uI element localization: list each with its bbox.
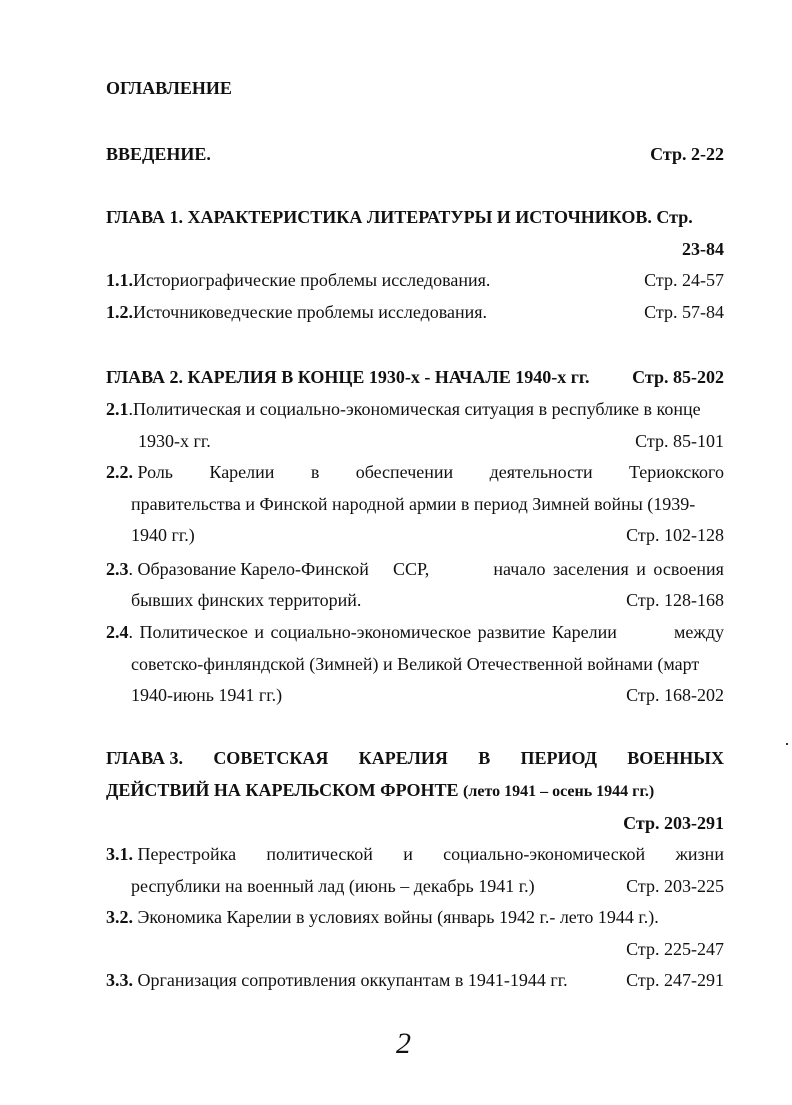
- section-2-3: [106, 557, 724, 581]
- section-text: 1930-х гг.: [138, 431, 211, 451]
- section-word: Карело-Финской: [240, 559, 369, 579]
- section-pages: Стр. 102-128: [626, 525, 724, 545]
- section-pages: Стр. 24-57: [644, 270, 724, 290]
- chapter3-title-text: ДЕЙСТВИЙ НА КАРЕЛЬСКОМ ФРОНТЕ: [106, 780, 459, 800]
- chapter2-pages: Стр. 85-202: [632, 367, 724, 387]
- section-word: ССР,: [393, 559, 430, 579]
- section-text: .Политическая и социально-экономическая ситуация в республике в конце: [128, 399, 701, 419]
- section-2-2-cont2: [131, 523, 724, 547]
- section-pages: Стр. 203-225: [626, 876, 724, 896]
- section-3-1-cont: [131, 874, 724, 898]
- section-word: начало заселения и освоения: [493, 559, 724, 579]
- section-number: 1.1.: [106, 270, 133, 290]
- section-2-3-cont: [131, 588, 724, 612]
- intro-pages: Стр. 2-22: [650, 144, 724, 164]
- title-word: ГЛАВА 3.: [106, 748, 184, 768]
- section-2-2-cont: правительства и Финской народной армии в период Зимней войны (1939-: [131, 494, 696, 514]
- section-text: Источниковедческие проблемы исследования.: [133, 302, 488, 322]
- section-2-4-cont2: [131, 683, 724, 707]
- section-word: деятельности: [489, 462, 593, 482]
- section-number: 3.1.: [106, 844, 133, 864]
- section-2-1-cont: [131, 429, 724, 453]
- section-pages: Стр. 247-291: [626, 970, 724, 990]
- section-word: Карелии: [209, 462, 275, 482]
- section-text: 1940-июнь 1941 гг.): [131, 685, 283, 705]
- section-number: 2.3: [106, 559, 129, 579]
- chapter3-title-line1: [106, 746, 724, 770]
- section-pages: Стр. 128-168: [626, 590, 724, 610]
- section-pages: Стр. 225-247: [626, 939, 724, 959]
- section-number: 1.2.: [106, 302, 133, 322]
- section-pages: Стр. 85-101: [635, 431, 724, 451]
- chapter3-title-line2: [106, 778, 724, 804]
- section-3-1: [106, 842, 724, 866]
- title-word: КАРЕЛИЯ: [358, 748, 448, 768]
- section-word: и: [403, 844, 413, 864]
- section-word: . Политическое и социально-экономическое развитие Карелии: [128, 622, 617, 642]
- section-word: Териокского: [629, 462, 724, 482]
- chapter2-title: ГЛАВА 2. КАРЕЛИЯ В КОНЦЕ 1930-х - НАЧАЛЕ 1940-х гг.: [106, 367, 590, 387]
- section-text: Историографические проблемы исследования.: [133, 270, 491, 290]
- section-1-2: [106, 300, 724, 324]
- section-3-2: [106, 905, 724, 929]
- chapter1-pages: 23-84: [682, 239, 724, 259]
- section-text: республики на военный лад (июнь – декабрь 1941 г.): [131, 876, 535, 896]
- section-number: 3.3.: [106, 970, 133, 990]
- section-2-1: [106, 397, 724, 421]
- scan-speck: [786, 743, 788, 745]
- section-text: Организация сопротивления оккупантам в 1941-1944 гг.: [137, 970, 568, 990]
- section-2-4-cont: советско-финляндской (Зимней) и Великой Отечественной войнами (март: [131, 654, 700, 674]
- section-word: социально-экономической: [443, 844, 646, 864]
- section-word: между: [674, 622, 724, 642]
- intro-entry: [106, 142, 724, 166]
- section-word: обеспечении: [355, 462, 454, 482]
- chapter3-title-dates: (лето 1941 – осень 1944 гг.): [463, 783, 655, 800]
- handwritten-page-number: 2: [396, 1027, 411, 1060]
- section-word: в: [310, 462, 320, 482]
- section-word: Роль: [137, 462, 174, 482]
- chapter1-title: ГЛАВА 1. ХАРАКТЕРИСТИКА ЛИТЕРАТУРЫ И ИСТОЧНИКОВ. Стр.: [106, 207, 693, 227]
- section-pages: Стр. 168-202: [626, 685, 724, 705]
- section-pages: Стр. 57-84: [644, 302, 724, 322]
- section-word: . Образование: [128, 559, 237, 579]
- section-text: 1940 гг.): [131, 525, 195, 545]
- chapter3-pages: Стр. 203-291: [623, 813, 724, 833]
- section-1-1: [106, 268, 724, 292]
- toc-heading: ОГЛАВЛЕНИЕ: [106, 78, 232, 98]
- title-word: ПЕРИОД: [520, 748, 597, 768]
- section-number: 2.1: [106, 399, 129, 419]
- section-text: бывших финских территорий.: [131, 590, 362, 610]
- title-word: ВОЕННЫХ: [627, 748, 724, 768]
- title-word: СОВЕТСКАЯ: [213, 748, 329, 768]
- section-number: 2.4: [106, 622, 129, 642]
- section-number: 3.2.: [106, 907, 133, 927]
- section-text: Экономика Карелии в условиях войны (январь 1942 г.- лето 1944 г.).: [137, 907, 659, 927]
- section-word: политической: [266, 844, 373, 864]
- section-number: 2.2.: [106, 462, 133, 482]
- intro-title: ВВЕДЕНИЕ.: [106, 144, 211, 164]
- section-2-2: [106, 460, 724, 484]
- section-word: Перестройка: [137, 844, 237, 864]
- section-2-4: [106, 620, 724, 644]
- section-word: жизни: [675, 844, 724, 864]
- title-word: В: [478, 748, 491, 768]
- chapter2-title-line: [106, 365, 724, 389]
- section-3-3: [106, 968, 724, 992]
